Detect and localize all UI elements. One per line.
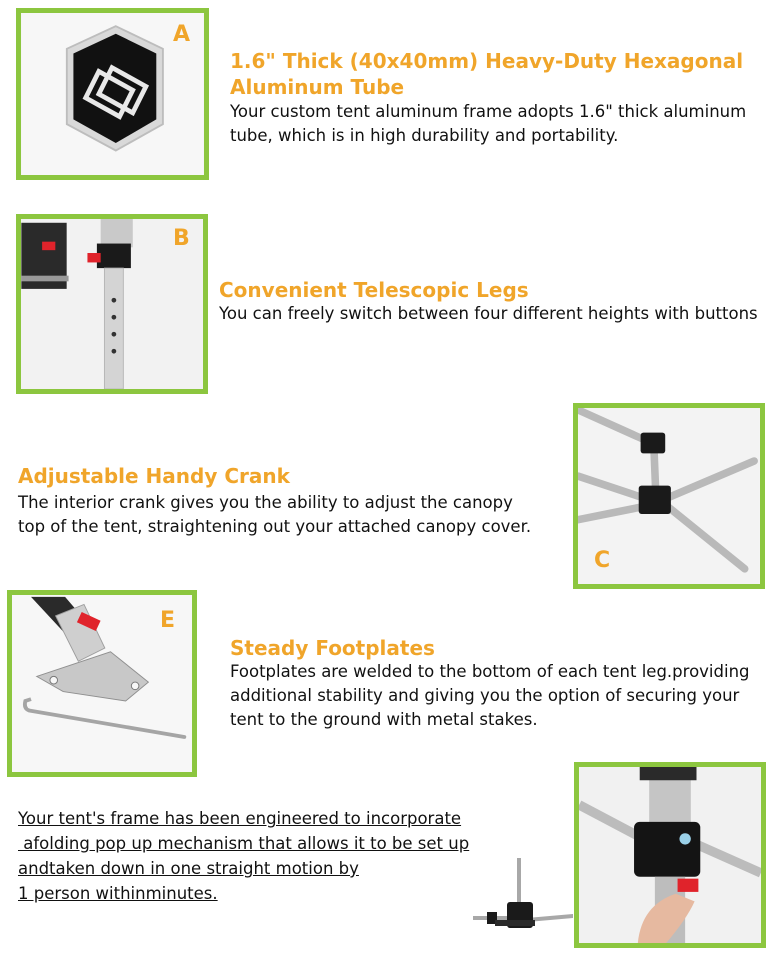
photo-leg-joint [574, 762, 766, 948]
section-a-body-line1: Your custom tent aluminum frame adopts 1.6" thick aluminum [230, 102, 747, 121]
section-e-body [230, 660, 750, 732]
leg-joint-illustration [579, 767, 761, 943]
note-line2: afolding pop up mechanism that allows it to be set up [18, 834, 470, 853]
section-a-title [230, 48, 743, 100]
section-b-title: Convenient Telescopic Legs [219, 278, 529, 302]
section-c-body-line1: The interior crank gives you the ability to adjust the canopy [18, 493, 513, 512]
section-a-letter: A [173, 22, 191, 47]
section-a-body-line2: tube, which is in high durability and portability. [230, 126, 619, 145]
section-c-letter: C [594, 548, 611, 573]
section-a-title-line1: 1.6" Thick (40x40mm) Heavy-Duty Hexagonal [230, 49, 744, 73]
section-c-body [18, 491, 531, 539]
section-a-body [230, 100, 746, 148]
section-c-title: Adjustable Handy Crank [18, 464, 290, 488]
folding-mechanism-note [18, 806, 469, 906]
section-e-body-line3: tent to the ground with metal stakes. [230, 710, 538, 729]
section-e-title: Steady Footplates [230, 636, 435, 660]
section-b-letter: B [173, 226, 190, 251]
section-e-body-line1: Footplates are welded to the bottom of each tent leg.providing [230, 662, 750, 681]
note-line1: Your tent's frame has been engineered to incorporate [18, 809, 462, 828]
section-b-body: You can freely switch between four different heights with buttons [219, 304, 758, 323]
folded-frame-illustration [473, 858, 573, 944]
note-line3: andtaken down in one straight motion by [18, 859, 359, 878]
section-c-body-line2: top of the tent, straightening out your attached canopy cover. [18, 517, 532, 536]
note-line4: 1 person withinminutes. [18, 884, 218, 903]
section-e-body-line2: additional stability and giving you the option of securing your [230, 686, 740, 705]
section-e-letter: E [160, 608, 176, 633]
section-a-title-line2: Aluminum Tube [230, 75, 405, 99]
photo-folded-frame [473, 858, 573, 944]
